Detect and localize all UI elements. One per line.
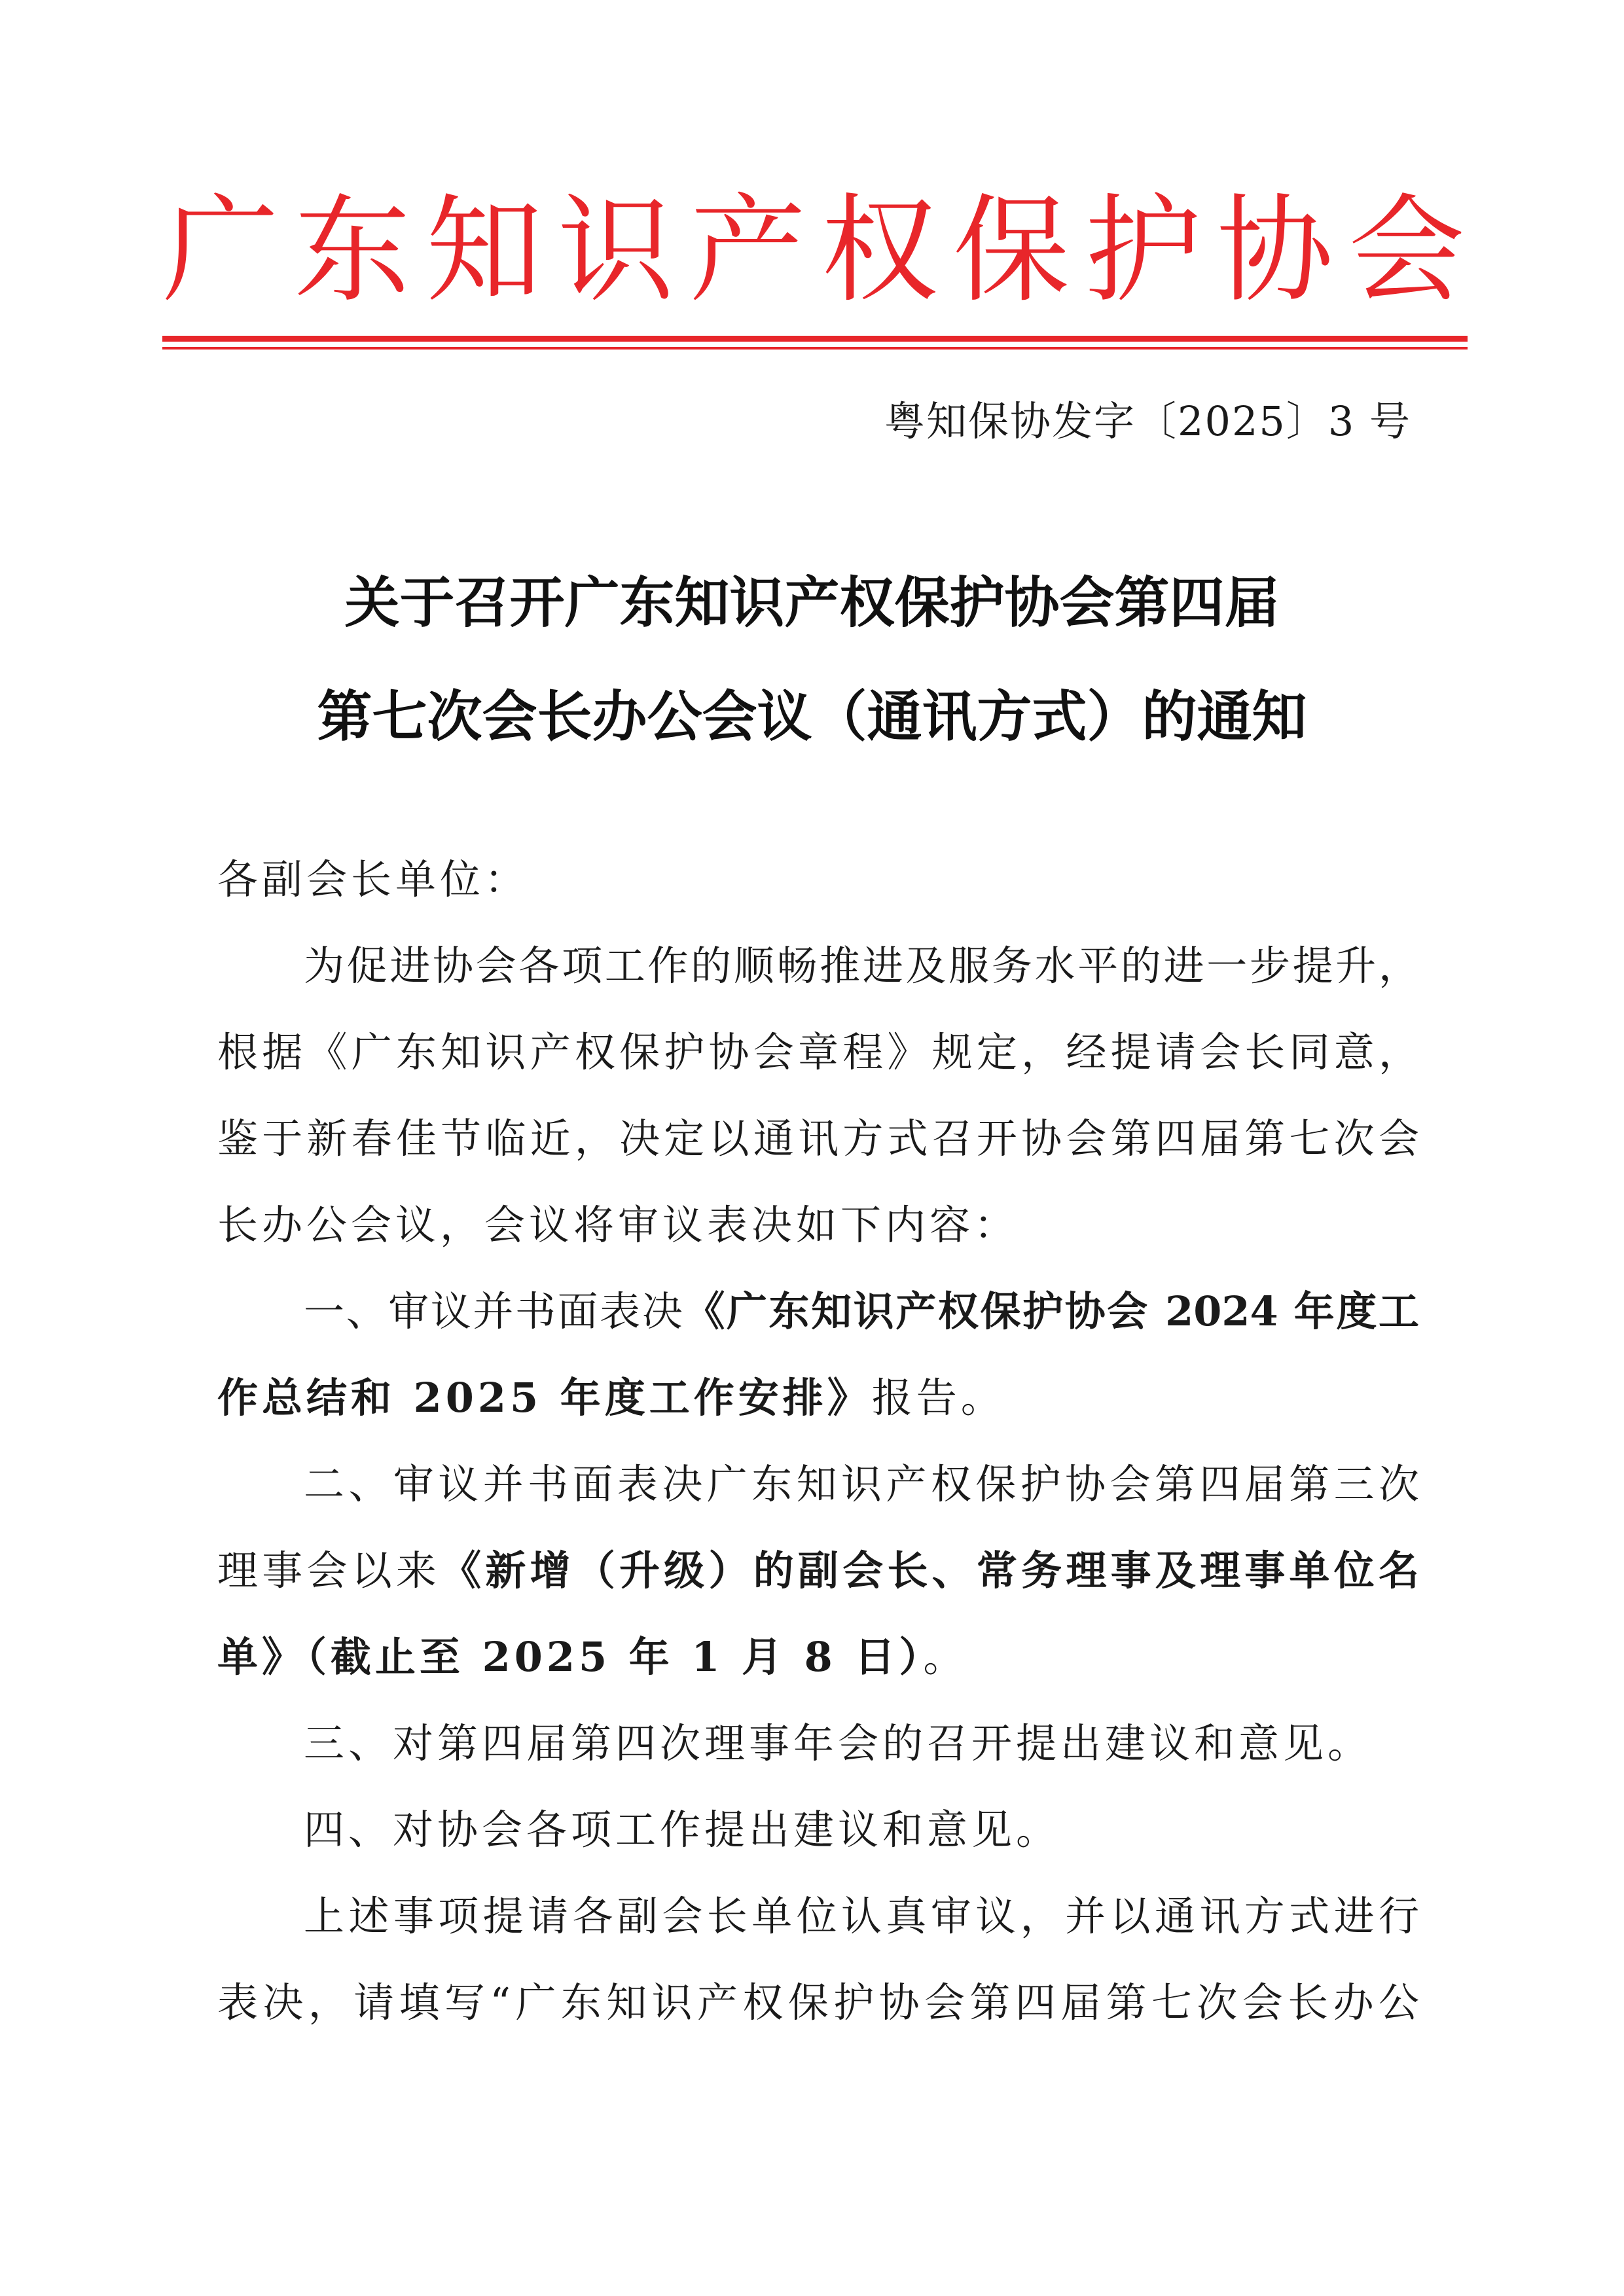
- org-char: 广: [162, 183, 279, 318]
- org-char: 知: [425, 183, 543, 318]
- paragraph-line: 长办公会议，会议将审议表决如下内容：: [217, 1201, 1019, 1249]
- agenda-item-1-bold: 《广东知识产权保护协会 2024 年度工: [684, 1287, 1419, 1335]
- agenda-item-1-line-1: [217, 1285, 1419, 1338]
- paragraph-line: 为促进协会各项工作的顺畅推进及服务水平的进一步提升，: [304, 942, 1419, 990]
- closing-paragraph-line-1: 上述事项提请各副会长单位认真审议，并以通讯方式进行: [304, 1892, 1419, 1940]
- paragraph-line: 根据《广东知识产权保护协会章程》规定，经提请会长同意，: [217, 1028, 1419, 1076]
- agenda-item-3: 三、对第四届第四次理事年会的召开提出建议和意见。: [304, 1719, 1373, 1767]
- org-char: 权: [821, 183, 938, 318]
- organization-header: [162, 175, 1465, 326]
- org-char: 保: [952, 183, 1070, 318]
- agenda-item-4: 四、对协会各项工作提出建议和意见。: [304, 1806, 1061, 1854]
- agenda-item-2-line-3: [217, 1631, 1419, 1683]
- org-char: 识: [557, 183, 674, 318]
- org-char: 协: [1216, 183, 1333, 318]
- org-char: 产: [689, 183, 806, 318]
- document-number: 粤知保协发字〔2025〕3 号: [884, 397, 1411, 445]
- document-title-line-1: 关于召开广东知识产权保护协会第四届: [344, 570, 1280, 635]
- agenda-item-1-prefix: 一、审议并书面表决: [304, 1287, 685, 1335]
- org-char: 会: [1348, 183, 1465, 318]
- agenda-item-1-line-2: [217, 1372, 1419, 1424]
- agenda-item-2-bold: 单》: [217, 1633, 307, 1681]
- agenda-item-1-bold: 作总结和 2025 年度工作安排》: [217, 1374, 872, 1422]
- agenda-item-2-prefix: 理事会以来: [217, 1547, 441, 1594]
- org-char: 护: [1085, 183, 1202, 318]
- agenda-item-2-date: （截止至 2025 年 1 月 8 日）: [306, 1633, 924, 1681]
- paragraph-line: 鉴于新春佳节临近，决定以通讯方式召开协会第四届第七次会: [217, 1115, 1419, 1162]
- agenda-item-1-suffix: 报告。: [871, 1374, 1005, 1422]
- header-divider-thick: [162, 336, 1468, 342]
- salutation: 各副会长单位：: [217, 855, 530, 903]
- org-char: 东: [294, 183, 411, 318]
- agenda-item-2-line-2: [217, 1545, 1419, 1597]
- document-title-line-2: 第七次会长办公会议（通讯方式）的通知: [317, 684, 1307, 749]
- header-divider-thin: [162, 347, 1468, 350]
- agenda-item-2-suffix: 。: [923, 1633, 968, 1681]
- agenda-item-2-line-1: 二、审议并书面表决广东知识产权保护协会第四届第三次: [304, 1460, 1419, 1508]
- agenda-item-2-bold: 《新增（升级）的副会长、常务理事及理事单位名: [441, 1547, 1419, 1594]
- closing-paragraph-line-2: 表决，请填写“广东知识产权保护协会第四届第七次会长办公: [217, 1979, 1419, 2026]
